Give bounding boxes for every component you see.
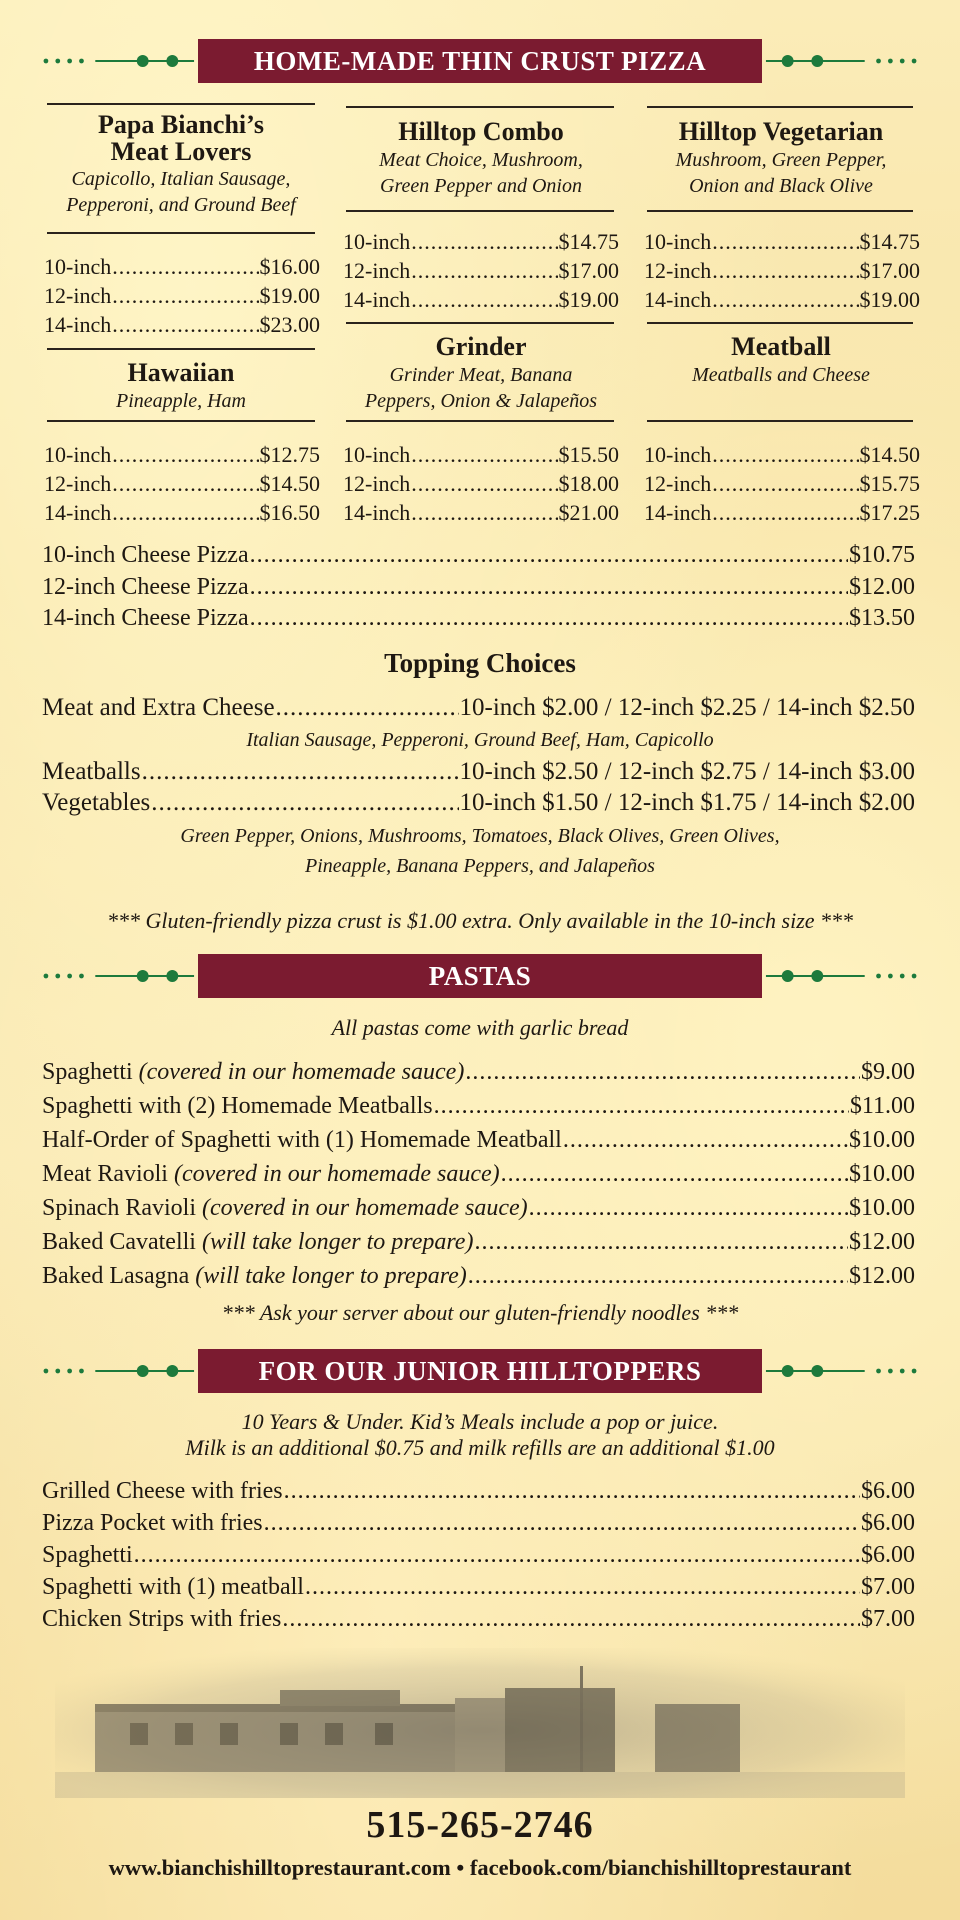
divider xyxy=(346,420,614,422)
banner-ornament-left xyxy=(40,953,198,999)
price-value: $19.00 xyxy=(558,287,619,312)
banner-ornament-left xyxy=(40,38,198,84)
leader-dots xyxy=(712,498,858,527)
pastas-banner-title: PASTAS xyxy=(198,954,762,998)
leader-dots xyxy=(250,572,848,604)
topping-veg-list: Pineapple, Banana Peppers, and Jalapeños xyxy=(305,855,655,877)
topping-meatballs-row xyxy=(42,756,915,787)
price-value: $23.00 xyxy=(259,312,320,337)
leader-dots xyxy=(250,603,848,635)
cheese-pizza-list xyxy=(42,540,915,635)
pasta-row xyxy=(42,1259,915,1293)
size-label: 14-inch xyxy=(644,287,712,312)
item-label: Baked Lasagna xyxy=(42,1263,190,1289)
price-row xyxy=(42,603,915,635)
price-value: $7.00 xyxy=(861,1574,915,1600)
pizza-description: Meatballs and Cheese xyxy=(692,364,870,386)
pizza-grinder xyxy=(346,333,616,414)
banner-ornament-right xyxy=(762,1348,920,1394)
leader-dots xyxy=(468,1259,848,1293)
kids-row xyxy=(42,1603,915,1635)
price-value: $14.75 xyxy=(859,229,920,254)
topping-veg-list: Green Pepper, Onions, Mushrooms, Tomatoes, Black Olives, Green Olives, xyxy=(180,825,780,847)
item-label: 10-inch Cheese Pizza xyxy=(42,542,249,568)
price-value: $19.00 xyxy=(859,287,920,312)
pizza-price-list xyxy=(343,440,619,527)
price-value: $11.00 xyxy=(849,1093,915,1119)
price-row xyxy=(44,281,320,310)
item-note: (covered in our homemade sauce) xyxy=(138,1059,465,1085)
price-value: $12.00 xyxy=(849,573,915,600)
pizza-description: Mushroom, Green Pepper, xyxy=(675,149,887,171)
price-value: $6.00 xyxy=(861,1542,915,1568)
leader-dots xyxy=(282,1603,860,1635)
phone-number: 515-265-2746 xyxy=(366,1804,594,1846)
pizza-banner xyxy=(40,38,920,84)
pizza-description: Grinder Meat, Banana xyxy=(389,364,573,386)
price-row xyxy=(644,227,920,256)
leader-dots xyxy=(411,469,557,498)
pasta-row xyxy=(42,1191,915,1225)
leader-dots xyxy=(529,1191,848,1225)
item-note: (will take longer to prepare) xyxy=(195,1263,467,1289)
restaurant-photo xyxy=(55,1648,905,1798)
leader-dots xyxy=(264,1507,860,1539)
pizza-description: Pineapple, Ham xyxy=(116,390,246,412)
leader-dots xyxy=(712,440,858,469)
pizza-meatball xyxy=(646,333,916,388)
price-value: $12.00 xyxy=(849,1229,915,1255)
size-label: 10-inch xyxy=(44,254,112,279)
divider xyxy=(647,420,913,422)
price-row xyxy=(42,572,915,604)
pizza-description: Green Pepper and Onion xyxy=(380,175,582,197)
item-label: Spaghetti with (1) meatball xyxy=(42,1574,304,1600)
kids-row xyxy=(42,1571,915,1603)
leader-dots xyxy=(151,787,458,818)
junior-banner xyxy=(40,1348,920,1394)
item-label: Half-Order of Spaghetti with (1) Homemade Meatball xyxy=(42,1127,562,1153)
price-row xyxy=(644,498,920,527)
pizza-name: Grinder xyxy=(435,332,527,361)
leader-dots xyxy=(112,252,258,281)
pizza-name: Hilltop Combo xyxy=(398,117,564,146)
item-label: 14-inch Cheese Pizza xyxy=(42,605,249,631)
leader-dots xyxy=(563,1123,848,1157)
price-value: $7.00 xyxy=(861,1606,915,1632)
pasta-row xyxy=(42,1089,915,1123)
pizza-name: Hilltop Vegetarian xyxy=(678,117,884,146)
size-label: 14-inch xyxy=(44,500,112,525)
leader-dots xyxy=(250,540,848,572)
item-note: (will take longer to prepare) xyxy=(201,1229,474,1255)
junior-intro: 10 Years & Under. Kid’s Meals include a pop or juice. xyxy=(241,1409,719,1434)
item-label: Meatballs xyxy=(42,758,141,785)
size-label: 12-inch xyxy=(343,471,411,496)
leader-dots xyxy=(112,440,258,469)
size-label: 10-inch xyxy=(44,442,112,467)
pizza-description: Onion and Black Olive xyxy=(689,175,873,197)
leader-dots xyxy=(411,285,557,314)
size-label: 14-inch xyxy=(44,312,112,337)
price-value: $14.75 xyxy=(558,229,619,254)
item-label: Baked Cavatelli xyxy=(42,1229,196,1255)
item-label: Vegetables xyxy=(42,789,151,816)
junior-banner-title: FOR OUR JUNIOR HILLTOPPERS xyxy=(198,1349,762,1393)
pizza-price-list xyxy=(44,252,320,339)
price-row xyxy=(644,440,920,469)
leader-dots xyxy=(411,440,557,469)
leader-dots xyxy=(142,756,459,787)
item-note: (covered in our homemade sauce) xyxy=(201,1195,528,1221)
leader-dots xyxy=(474,1225,848,1259)
size-label: 12-inch xyxy=(44,471,112,496)
topping-vegetables-row xyxy=(42,787,915,818)
junior-list xyxy=(42,1475,915,1635)
leader-dots xyxy=(276,692,459,723)
price-value: $14.50 xyxy=(859,442,920,467)
leader-dots xyxy=(712,256,858,285)
pasta-row xyxy=(42,1055,915,1089)
pasta-row xyxy=(42,1123,915,1157)
price-value: $10.00 xyxy=(849,1127,915,1153)
divider xyxy=(346,106,614,108)
item-label: Spaghetti xyxy=(42,1542,133,1568)
leader-dots xyxy=(134,1539,860,1571)
junior-intro: Milk is an additional $0.75 and milk refills are an additional $1.00 xyxy=(185,1435,775,1460)
price-value: $16.00 xyxy=(259,254,320,279)
leader-dots xyxy=(501,1157,848,1191)
price-row xyxy=(343,256,619,285)
divider xyxy=(47,103,315,105)
price-row xyxy=(343,440,619,469)
gluten-noodles-note: *** Ask your server about our gluten-friendly noodles *** xyxy=(221,1300,739,1325)
banner-ornament-right xyxy=(762,38,920,84)
divider xyxy=(346,322,614,324)
price-value: $14.50 xyxy=(259,471,320,496)
pizza-hilltop-combo xyxy=(346,118,616,199)
item-label: Chicken Strips with fries xyxy=(42,1606,282,1632)
topping-meat-list: Italian Sausage, Pepperoni, Ground Beef, Ham, Capicollo xyxy=(246,729,714,751)
size-label: 12-inch xyxy=(44,283,112,308)
pizza-banner-title: HOME-MADE THIN CRUST PIZZA xyxy=(198,39,762,83)
kids-row xyxy=(42,1507,915,1539)
leader-dots xyxy=(411,227,557,256)
size-label: 14-inch xyxy=(343,287,411,312)
price-row xyxy=(44,469,320,498)
leader-dots xyxy=(712,469,858,498)
item-label: Meat Ravioli xyxy=(42,1161,168,1187)
price-value: $10.75 xyxy=(849,542,915,568)
pizza-price-list xyxy=(44,440,320,527)
price-value: 10-inch $1.50 / 12-inch $1.75 / 14-inch $2.00 xyxy=(459,789,915,816)
pastas-banner xyxy=(40,953,920,999)
leader-dots xyxy=(465,1055,860,1089)
pizza-description: Peppers, Onion & Jalapeños xyxy=(364,390,598,412)
pasta-row xyxy=(42,1225,915,1259)
price-row xyxy=(644,469,920,498)
leader-dots xyxy=(305,1571,860,1603)
size-label: 12-inch xyxy=(644,471,712,496)
price-value: $6.00 xyxy=(861,1510,915,1536)
pastas-intro: All pastas come with garlic bread xyxy=(331,1015,629,1040)
leader-dots xyxy=(411,498,557,527)
item-label: Grilled Cheese with fries xyxy=(42,1478,283,1504)
banner-ornament-left xyxy=(40,1348,198,1394)
price-value: 10-inch $2.50 / 12-inch $2.75 / 14-inch $3.00 xyxy=(459,758,915,785)
item-note: (covered in our homemade sauce) xyxy=(173,1161,500,1187)
price-row xyxy=(343,285,619,314)
size-label: 14-inch xyxy=(343,500,411,525)
pizza-price-list xyxy=(644,227,920,314)
pasta-row xyxy=(42,1157,915,1191)
item-label: Pizza Pocket with fries xyxy=(42,1510,263,1536)
topping-meat-row xyxy=(42,692,915,723)
price-value: $10.00 xyxy=(849,1161,915,1187)
divider xyxy=(47,348,315,350)
item-label: Spinach Ravioli xyxy=(42,1195,196,1221)
divider xyxy=(346,210,614,212)
size-label: 10-inch xyxy=(644,229,712,254)
leader-dots xyxy=(284,1475,860,1507)
price-row xyxy=(343,469,619,498)
price-value: $15.50 xyxy=(558,442,619,467)
price-value: $16.50 xyxy=(259,500,320,525)
price-value: $17.00 xyxy=(859,258,920,283)
divider xyxy=(647,210,913,212)
size-label: 10-inch xyxy=(644,442,712,467)
size-label: 10-inch xyxy=(343,442,411,467)
gluten-crust-note: *** Gluten-friendly pizza crust is $1.00 extra. Only available in the 10-inch size *** xyxy=(106,908,854,933)
price-value: $9.00 xyxy=(861,1059,915,1085)
divider xyxy=(647,106,913,108)
item-label: Meat and Extra Cheese xyxy=(42,694,275,721)
item-label: 12-inch Cheese Pizza xyxy=(42,573,249,600)
pizza-description: Pepperoni, and Ground Beef xyxy=(66,194,296,216)
price-row xyxy=(644,285,920,314)
pizza-hawaiian xyxy=(46,359,316,414)
leader-dots xyxy=(712,285,858,314)
leader-dots xyxy=(112,469,258,498)
pizza-description: Capicollo, Italian Sausage, xyxy=(71,168,291,190)
toppings-title: Topping Choices xyxy=(384,648,576,678)
price-value: 10-inch $2.00 / 12-inch $2.25 / 14-inch $2.50 xyxy=(459,694,915,721)
leader-dots xyxy=(712,227,858,256)
price-value: $19.00 xyxy=(259,283,320,308)
price-value: $17.25 xyxy=(859,500,920,525)
pizza-name: Papa Bianchi’s xyxy=(98,110,264,139)
banner-ornament-right xyxy=(762,953,920,999)
divider xyxy=(47,232,315,234)
price-row xyxy=(44,252,320,281)
price-value: $17.00 xyxy=(558,258,619,283)
price-row xyxy=(44,310,320,339)
kids-row xyxy=(42,1475,915,1507)
leader-dots xyxy=(112,498,258,527)
price-value: $21.00 xyxy=(558,500,619,525)
pizza-description: Meat Choice, Mushroom, xyxy=(379,149,583,171)
leader-dots xyxy=(112,281,258,310)
web-links: www.bianchishilltoprestaurant.com • facebook.com/bianchishilltoprestaurant xyxy=(108,1855,852,1880)
divider xyxy=(47,420,315,422)
price-row xyxy=(44,440,320,469)
price-row xyxy=(44,498,320,527)
pizza-meat-lovers xyxy=(46,111,316,218)
kids-row xyxy=(42,1539,915,1571)
item-label: Spaghetti with (2) Homemade Meatballs xyxy=(42,1093,433,1119)
item-label: Spaghetti xyxy=(42,1059,133,1085)
pizza-price-list xyxy=(343,227,619,314)
price-row xyxy=(644,256,920,285)
pasta-list xyxy=(42,1055,915,1293)
price-value: $6.00 xyxy=(861,1478,915,1504)
price-row xyxy=(343,498,619,527)
price-value: $12.75 xyxy=(259,442,320,467)
pizza-price-list xyxy=(644,440,920,527)
leader-dots xyxy=(411,256,557,285)
leader-dots xyxy=(434,1089,849,1123)
price-value: $15.75 xyxy=(859,471,920,496)
size-label: 14-inch xyxy=(644,500,712,525)
divider xyxy=(647,322,913,324)
leader-dots xyxy=(112,310,258,339)
price-value: $10.00 xyxy=(849,1195,915,1221)
size-label: 12-inch xyxy=(343,258,411,283)
size-label: 10-inch xyxy=(343,229,411,254)
price-value: $12.00 xyxy=(849,1263,915,1289)
pizza-name: Hawaiian xyxy=(127,358,235,387)
price-value: $18.00 xyxy=(558,471,619,496)
price-value: $13.50 xyxy=(849,605,915,631)
pizza-name: Meat Lovers xyxy=(110,137,252,166)
price-row xyxy=(42,540,915,572)
pizza-hilltop-vegetarian xyxy=(646,118,916,199)
price-row xyxy=(343,227,619,256)
pizza-name: Meatball xyxy=(731,332,831,361)
size-label: 12-inch xyxy=(644,258,712,283)
